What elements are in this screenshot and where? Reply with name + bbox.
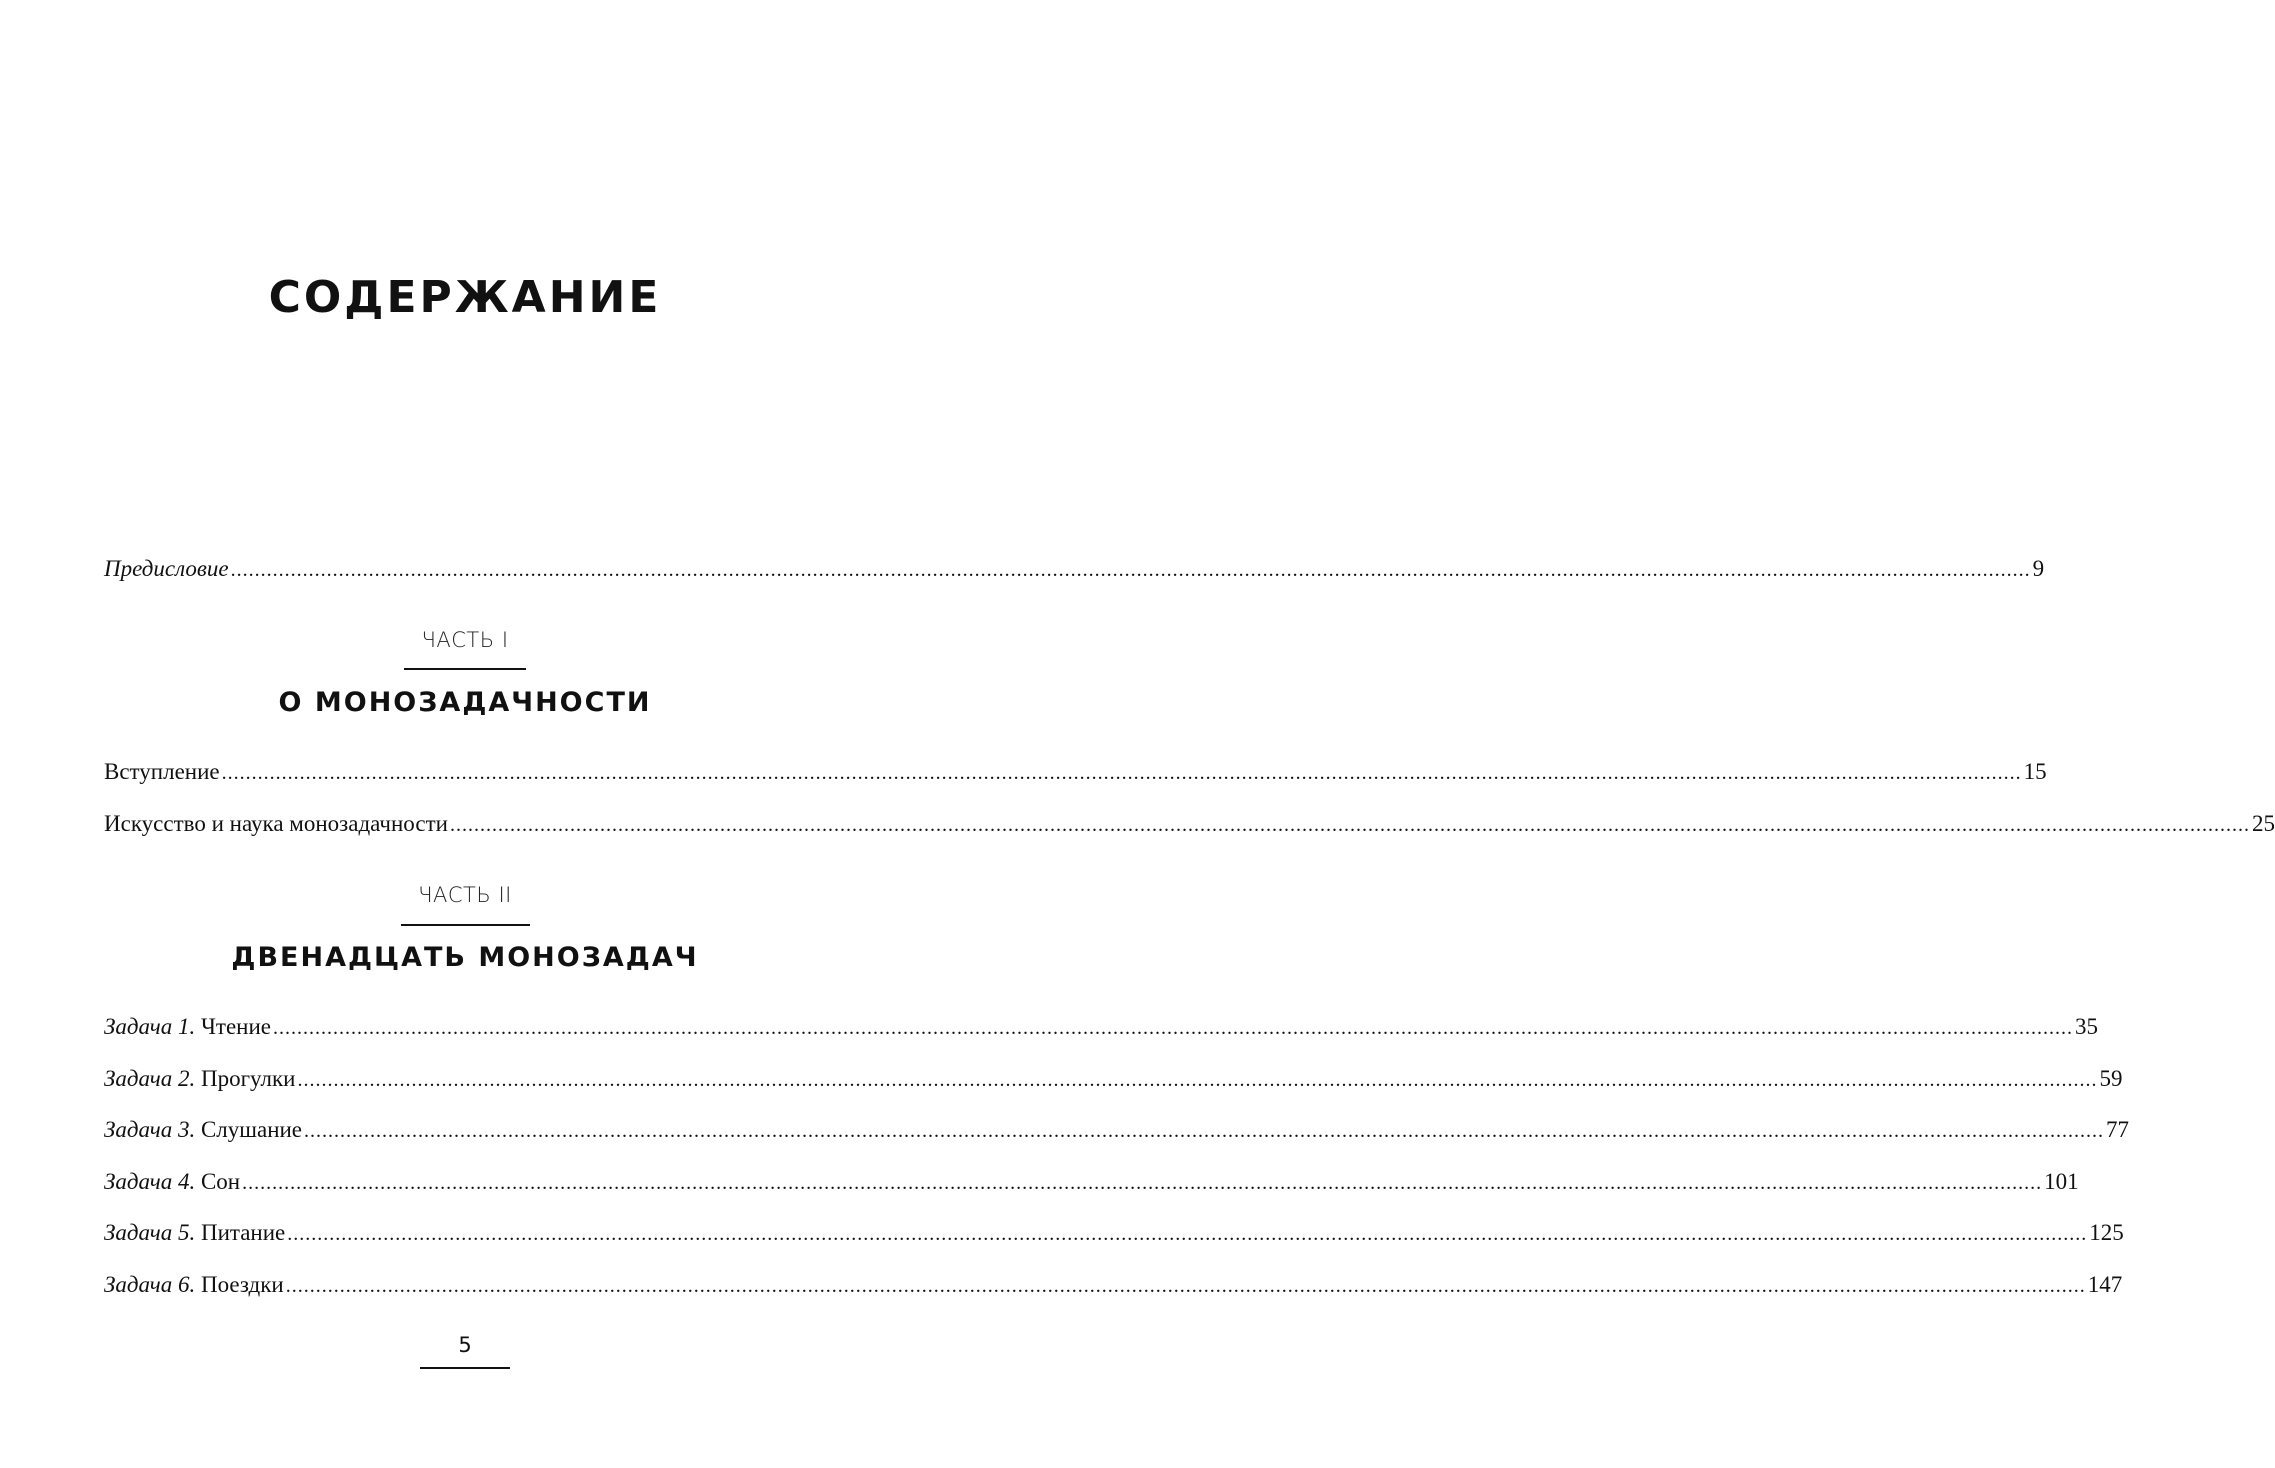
task-prefix: Задача 5. bbox=[104, 1220, 196, 1245]
toc-page-number: 77 bbox=[2106, 1117, 2130, 1142]
divider bbox=[420, 1367, 510, 1369]
toc-page-number: 35 bbox=[2075, 1014, 2098, 1039]
toc-page-number: 25 bbox=[2251, 811, 2275, 836]
toc-entry[interactable] bbox=[104, 1064, 2123, 1094]
toc-entry-label: Прогулки bbox=[200, 1066, 296, 1091]
toc-page-number: 147 bbox=[2087, 1272, 2123, 1297]
task-prefix: Задача 2. bbox=[104, 1066, 196, 1091]
toc-entry[interactable] bbox=[104, 809, 2275, 839]
dot-leader: ............................................................................................................................................................................................................................................................................................................ bbox=[287, 1223, 2088, 1245]
page-title: СОДЕРЖАНИЕ bbox=[268, 272, 662, 323]
dot-leader: ............................................................................................................................................................................................................................................................................................................ bbox=[304, 1120, 2105, 1142]
toc-entry-label: Предисловие bbox=[104, 556, 229, 581]
toc-entry[interactable] bbox=[104, 1012, 2098, 1042]
toc-page-number: 59 bbox=[2099, 1066, 2123, 1091]
toc-entry-label: Слушание bbox=[200, 1117, 303, 1142]
dot-leader: ............................................................................................................................................................................................................................................................................................................ bbox=[242, 1172, 2043, 1194]
part-heading: ДВЕНАДЦАТЬ МОНОЗАДАЧ bbox=[231, 942, 699, 973]
toc-entry[interactable] bbox=[104, 1270, 2123, 1300]
task-prefix: Задача 3. bbox=[104, 1117, 196, 1142]
toc-entry-label: Сон bbox=[200, 1169, 241, 1194]
toc-entry[interactable] bbox=[104, 1218, 2124, 1248]
toc-page-number: 101 bbox=[2044, 1169, 2079, 1194]
dot-leader: ............................................................................................................................................................................................................................................................................................................ bbox=[297, 1069, 2098, 1091]
task-prefix: Задача 1. bbox=[104, 1014, 196, 1039]
dot-leader: ............................................................................................................................................................................................................................................................................................................ bbox=[449, 814, 2250, 836]
part-heading: О МОНОЗАДАЧНОСТИ bbox=[278, 687, 652, 718]
toc-entry-label: Искусство и наука монозадачности bbox=[104, 811, 448, 836]
dot-leader: ............................................................................................................................................................................................................................................................................................................ bbox=[285, 1275, 2086, 1297]
toc-page-number: 15 bbox=[2023, 759, 2047, 784]
task-prefix: Задача 6. bbox=[104, 1272, 196, 1297]
toc-entry-label: Вступление bbox=[104, 759, 220, 784]
part-label: ЧАСТЬ II bbox=[418, 883, 512, 907]
dot-leader: ............................................................................................................................................................................................................................................................................................................ bbox=[221, 762, 2022, 784]
toc-entry-label: Чтение bbox=[200, 1014, 271, 1039]
task-prefix: Задача 4. bbox=[104, 1169, 196, 1194]
toc-entry-preface[interactable] bbox=[104, 554, 2045, 584]
part-label: ЧАСТЬ I bbox=[421, 628, 509, 652]
divider bbox=[401, 924, 530, 926]
toc-entry-label: Поездки bbox=[200, 1272, 284, 1297]
toc-page-number: 9 bbox=[2032, 556, 2045, 581]
page-number: 5 bbox=[458, 1333, 472, 1357]
toc-entry[interactable] bbox=[104, 1115, 2130, 1145]
dot-leader: ............................................................................................................................................................................................................................................................................................................ bbox=[230, 559, 2031, 581]
divider bbox=[404, 668, 526, 670]
toc-entry[interactable] bbox=[104, 757, 2047, 787]
toc-entry[interactable] bbox=[104, 1167, 2079, 1197]
toc-page-number: 125 bbox=[2089, 1220, 2124, 1245]
dot-leader: ............................................................................................................................................................................................................................................................................................................ bbox=[273, 1017, 2073, 1039]
toc-entry-label: Питание bbox=[200, 1220, 286, 1245]
